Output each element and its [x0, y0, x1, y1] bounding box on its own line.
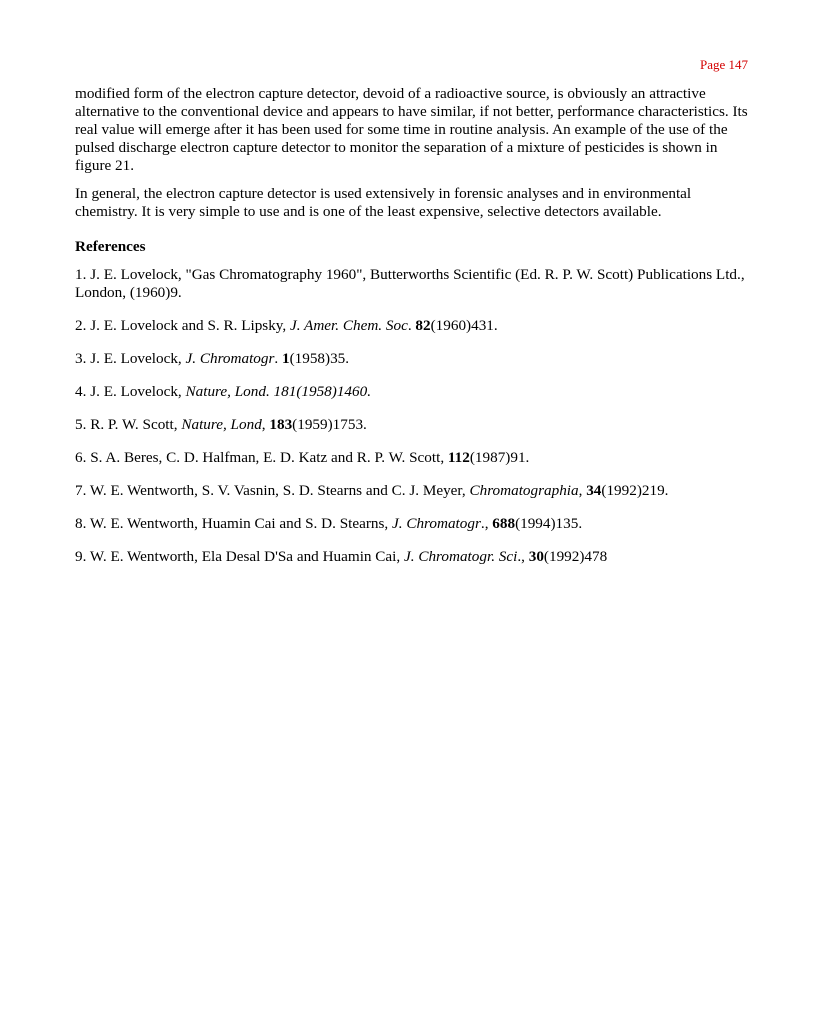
reference-list — [75, 266, 755, 566]
references-heading: References — [75, 238, 146, 255]
reference-item: 7. W. E. Wentworth, S. V. Vasnin, S. D. Stearns and C. J. Meyer, Chromatographia, 34(1992)219. — [75, 482, 669, 499]
page-content — [75, 85, 755, 581]
body-paragraph: modified form of the electron capture detector, devoid of a radioactive source, is obviously an attractive alternative to the conventional device and appears to have similar, if not better, performance characteristics. Its real value will emerge after it has been used for some time in routine analysis. An example of the use of the pulsed discharge electron capture detector to monitor the separation of a mixture of pesticides is shown in figure 21. — [75, 85, 748, 174]
reference-item: 5. R. P. W. Scott, Nature, Lond, 183(1959)1753. — [75, 416, 367, 433]
reference-item: 3. J. E. Lovelock, J. Chromatogr. 1(1958)35. — [75, 350, 350, 367]
reference-item: 6. S. A. Beres, C. D. Halfman, E. D. Katz and R. P. W. Scott, 112(1987)91. — [75, 449, 530, 466]
body-paragraph: In general, the electron capture detector is used extensively in forensic analyses and in environmental chemistry. It is very simple to use and is one of the least expensive, selective detectors available. — [75, 185, 692, 220]
reference-item: 9. W. E. Wentworth, Ela Desal D'Sa and Huamin Cai, J. Chromatogr. Sci., 30(1992)478 — [75, 548, 608, 565]
page-number: Page 147 — [699, 57, 748, 72]
reference-item: 2. J. E. Lovelock and S. R. Lipsky, J. Amer. Chem. Soc. 82(1960)431. — [75, 317, 498, 334]
reference-item: 1. J. E. Lovelock, "Gas Chromatography 1960", Butterworths Scientific (Ed. R. P. W. Scott) Publications Ltd., London, (1960)9. — [75, 266, 745, 301]
reference-item: 4. J. E. Lovelock, Nature, Lond. 181(1958)1460. — [75, 383, 371, 400]
reference-item: 8. W. E. Wentworth, Huamin Cai and S. D. Stearns, J. Chromatogr., 688(1994)135. — [75, 515, 583, 532]
